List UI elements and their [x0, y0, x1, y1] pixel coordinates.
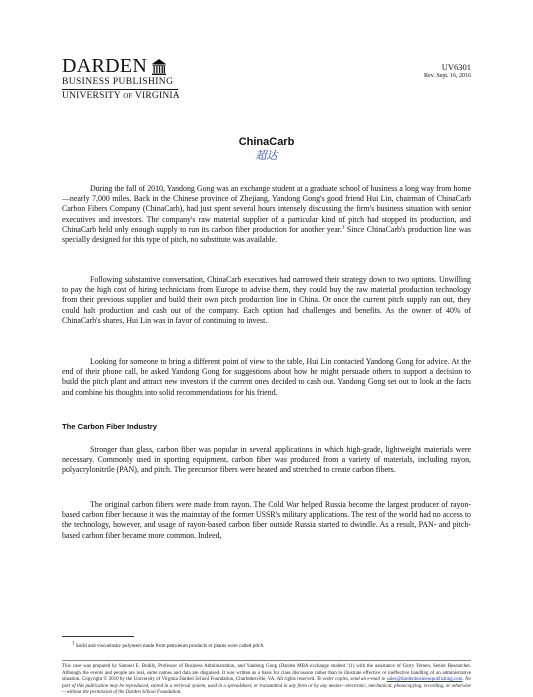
- footnote-rule: [62, 636, 134, 637]
- paragraph-5-text: The original carbon fibers were made from rayon. The Cold War helped Russia become the largest producer of rayon-based carbon fiber because it was the mainstay of the former USSR's military applications. The rest of the world had no access to the technology, however, and usage of rayon-based carbon fiber outside Russia started to dwindle. As a result, PAN- and pitch-based carbon fiber became more common. Indeed,: [62, 500, 471, 540]
- case-identifier: [424, 62, 471, 80]
- paragraph-4: [62, 445, 471, 476]
- paragraph-2-text: Following substantive conversation, ChinaCarb executives had narrowed their strategy down to two options. Unwilling to pay the high cost of hiring technicians from Europe to advise them, they could buy the raw material production technology from their previous supplier and build their own pitch production line in China. Or once the current pitch supply ran out, they could halt production and cash out of the company. Each option had challenges and benefits. As the owner of 40% of ChinaCarb's shares, Hui Lin was in favor of continuing to invest.: [62, 275, 471, 325]
- footnote-marker: 1: [72, 641, 75, 647]
- paragraph-1-tail: Since ChinaCarb's production line was specially designed for this type of pitch, no substitute was available.: [62, 224, 471, 245]
- paragraph-1: [62, 184, 471, 245]
- paragraph-2: [62, 275, 471, 326]
- paragraph-4-text: Stronger than glass, carbon fiber was popular in several applications in which high-grade, lightweight materials were necessary. Commonly used in sporting equipment, carbon fiber was produced from a variety of materials, including rayon, polyacrylonitrile (PAN), and pitch. The precursor fibers were heated and stretched to create carbon fibers.: [62, 445, 471, 475]
- footnote-italic: pitch: [252, 643, 264, 649]
- logo-business-publishing: BUSINESS PUBLISHING: [62, 77, 174, 87]
- footnote: [72, 643, 264, 650]
- paragraph-3: [62, 357, 471, 398]
- case-title: ChinaCarb: [238, 136, 295, 148]
- footnote-text: Solid and viscoelastic polymers made from petroleum products or plants were called: [74, 643, 253, 649]
- paragraph-5: [62, 500, 471, 541]
- section-heading: The Carbon Fiber Industry: [62, 422, 157, 431]
- notice-text: This case was prepared by Samuel E. Bodily, Professor of Business Administration, and Yandong Gong (Darden MBA exchange student '11) with the assistance of Gerry Yemen, Senior Researcher. Although the events and people are real, some names and data are disguised. It was written as a basis for class discussion rather than to illustrate effective or ineffective handling of an administrative situation. Copyright © 2010 by the University of Virginia Darden School Foundation, Charlottesville, VA. All rights reserved.: [62, 664, 471, 683]
- footnote-ref: 1: [341, 225, 345, 231]
- darden-logo: [62, 56, 182, 102]
- case-number: UV6301: [441, 62, 471, 72]
- title-block: [0, 136, 533, 163]
- notice-order-text: To order copies, send an e-mail to: [316, 677, 387, 683]
- logo-university: UNIVERSITY of VIRGINIA: [62, 91, 180, 101]
- footnote-end: .: [263, 643, 265, 649]
- paragraph-1-text: During the fall of 2010, Yandong Gong was an exchange student at a graduate school of business a long way from home—nearly 7,000 miles. Back in the Chinese province of Zhejiang, Yandong Gong's good friend Hui Lin, chairman of ChinaCarb Carbon Fibers Company (ChinaCarb), had just spent several hours intensely discussing the firm's business situation with senior executives and investors. The company's raw material supplier of a particular kind of pitch had stopped its production, and ChinaCarb held only enough supply to run its carbon fiber production for another year.: [62, 184, 471, 234]
- sales-email-link[interactable]: sales@dardenbusinesspublishing.com: [386, 677, 463, 683]
- paragraph-3-text: Looking for someone to bring a different point of view to the table, Hui Lin contacted Yandong Gong for advice. At the end of their phone call, he asked Yandong Gong for suggestions about how he might persuade others to support a decision to build the pitch plant and attract new investors if the current ones decided to cash out. Yandong Gong set out to look at the facts and combine his thoughts into solid recommendations for his friend.: [62, 357, 471, 397]
- rotunda-icon: [151, 58, 167, 76]
- logo-rule: [62, 89, 178, 90]
- revision-date: Rev. Sept. 16, 2016: [424, 73, 471, 79]
- logo-darden-text: DARDEN: [62, 55, 148, 77]
- case-title-chinese: 超达: [255, 150, 278, 162]
- notice-copyright-text: . No part of this publication may be reproduced, stored in a retrieval system, used in a spreadsheet, or transmitted in any form or by any means—electronic, mechanical, photocopying, recording, or otherwise—without the permission of the Darden School Foundation.: [62, 677, 472, 696]
- notice-rule: [62, 660, 471, 661]
- preparation-notice: [62, 664, 471, 697]
